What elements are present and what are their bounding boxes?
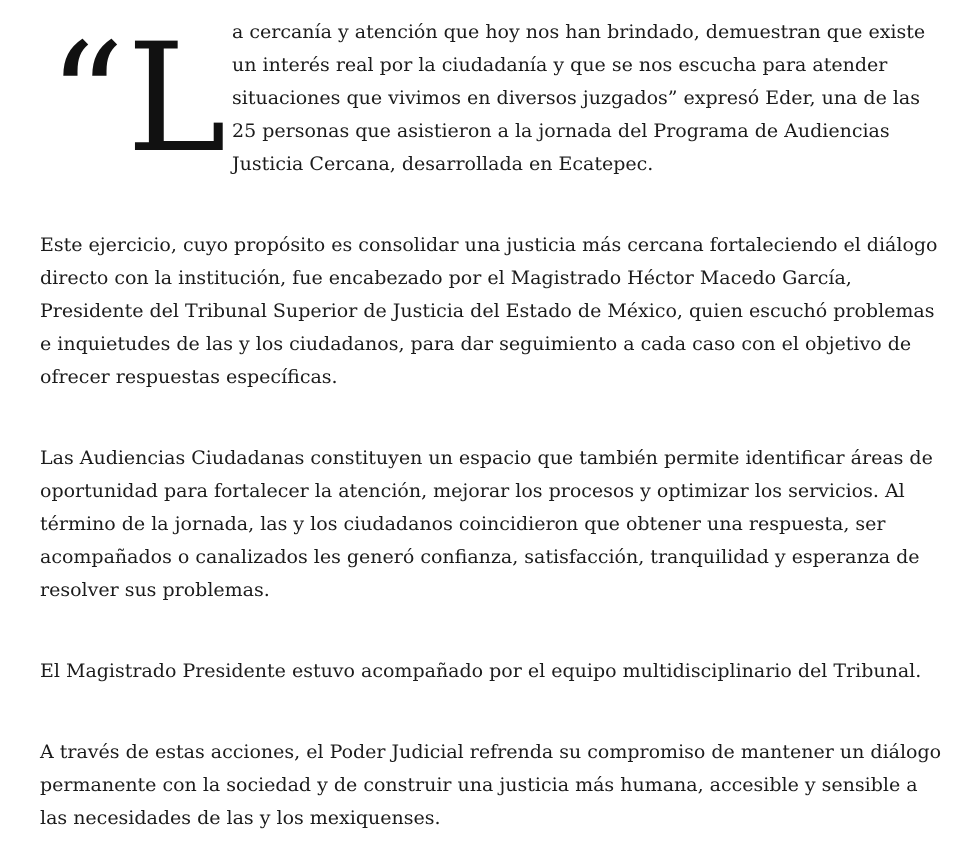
article-body — [40, 12, 946, 835]
lead-block — [40, 12, 946, 196]
lead-paragraph: a cercanía y atención que hoy nos han brindado, demuestran que existe un interés real por la ciudadanía y que se nos escucha para atender situaciones que vivimos en diversos juzgados” expresó Eder, una de las 25 personas que asistieron a la jornada del Programa de Audiencias Justicia Cercana, desarrollada en Ecatepec. — [232, 21, 926, 175]
paragraph-3: El Magistrado Presidente estuvo acompañado por el equipo multidisciplinario del Tribunal. — [40, 660, 922, 682]
paragraph-4: A través de estas acciones, el Poder Judicial refrenda su compromiso de mantener un diálogo permanente con la sociedad y de construir una justicia más humana, accesible y sensible a las necesidades de las y los mexiquenses. — [40, 741, 942, 829]
paragraph-2: Las Audiencias Ciudadanas constituyen un espacio que también permite identificar áreas de oportunidad para fortalecer la atención, mejorar los procesos y optimizar los servicios. Al término de la jornada, las y los ciudadanos coincidieron que obtener una respuesta, ser acompañados o canalizados les generó confianza, satisfacción, tranquilidad y esperanza de resolver sus problemas. — [40, 447, 933, 601]
paragraph-1: Este ejercicio, cuyo propósito es consolidar una justicia más cercana fortaleciendo el diálogo directo con la institución, fue encabezado por el Magistrado Héctor Macedo García, Presidente del Tribunal Superior de Justicia del Estado de México, quien escuchó problemas e inquietudes de las y los ciudadanos, para dar seguimiento a cada caso con el objetivo de ofrecer respuestas específicas. — [40, 234, 938, 388]
drop-cap: “L — [48, 12, 229, 186]
